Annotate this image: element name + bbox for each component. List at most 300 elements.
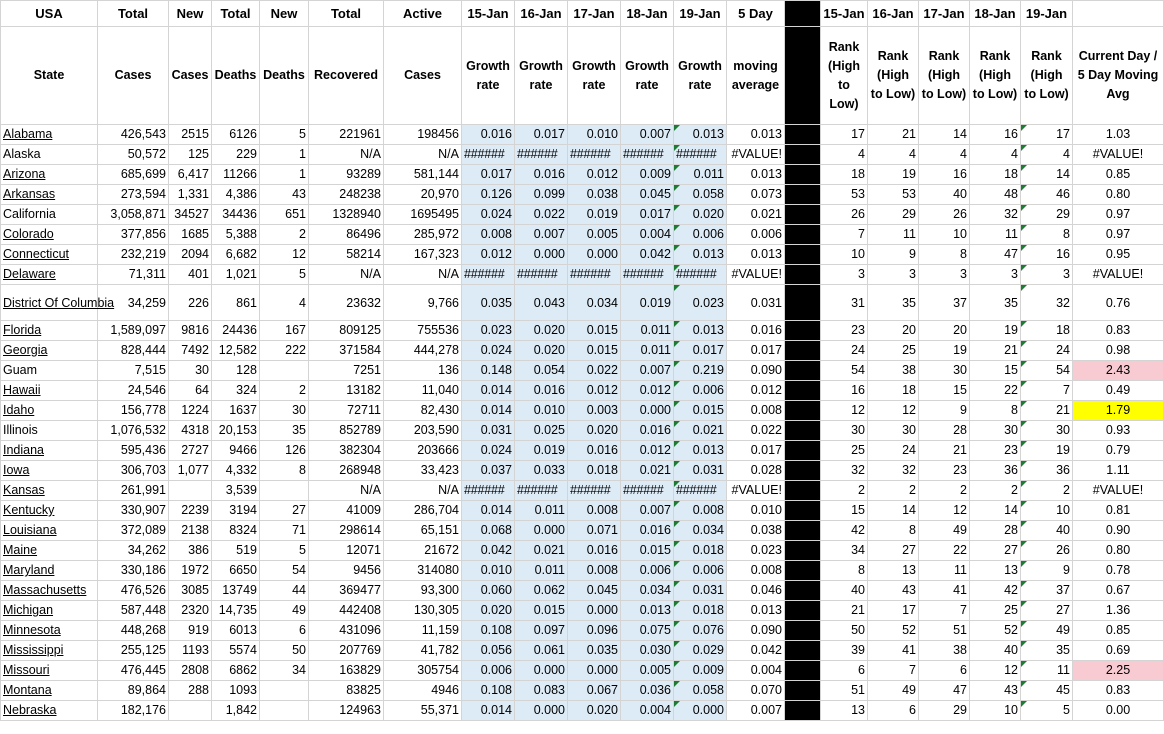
state-link[interactable]: Massachusetts [3,583,87,597]
growth-rate-cell[interactable]: 0.011 [515,561,568,581]
growth-rate-cell[interactable]: ###### [515,481,568,501]
day-vs-avg-cell[interactable]: 0.80 [1073,185,1164,205]
new-deaths-cell[interactable]: 54 [260,561,309,581]
growth-rate-cell[interactable]: ###### [462,481,515,501]
rank-cell[interactable]: 25 [868,341,919,361]
state-cell[interactable] [1,521,98,541]
recovered-cell[interactable]: 9456 [309,561,384,581]
new-cases-cell[interactable] [169,481,212,501]
recovered-cell[interactable]: 809125 [309,321,384,341]
growth-rate-cell[interactable]: 0.020 [515,321,568,341]
state-link[interactable]: Louisiana [3,523,57,537]
growth-rate-cell[interactable]: 0.015 [568,321,621,341]
growth-rate-cell[interactable]: 0.219 [674,361,727,381]
growth-rate-cell[interactable]: 0.006 [462,661,515,681]
day-vs-avg-cell[interactable]: 0.97 [1073,225,1164,245]
rank-cell[interactable]: 17 [821,125,868,145]
state-link[interactable]: District Of Columbia [3,295,115,310]
new-deaths-cell[interactable]: 5 [260,541,309,561]
header-cell[interactable] [1073,27,1164,125]
growth-rate-cell[interactable]: 0.033 [515,461,568,481]
new-cases-cell[interactable]: 1224 [169,401,212,421]
state-cell[interactable] [1,701,98,721]
rank-cell[interactable]: 16 [919,165,970,185]
growth-rate-cell[interactable]: 0.005 [621,661,674,681]
rank-cell[interactable]: 17 [868,601,919,621]
state-cell[interactable] [1,661,98,681]
new-deaths-cell[interactable]: 167 [260,321,309,341]
rank-cell[interactable]: 3 [821,265,868,285]
header-cell[interactable] [970,27,1021,125]
growth-rate-cell[interactable]: 0.008 [462,225,515,245]
rank-cell[interactable]: 47 [919,681,970,701]
rank-cell[interactable]: 21 [868,125,919,145]
new-cases-cell[interactable]: 64 [169,381,212,401]
recovered-cell[interactable]: 7251 [309,361,384,381]
growth-rate-cell[interactable]: 0.009 [621,165,674,185]
growth-rate-cell[interactable]: 0.058 [674,681,727,701]
state-link[interactable]: Arizona [3,167,46,181]
growth-rate-cell[interactable]: 0.007 [621,125,674,145]
active-cases-cell[interactable]: 20,970 [384,185,462,205]
new-deaths-cell[interactable]: 35 [260,421,309,441]
rank-cell[interactable]: 46 [1021,185,1073,205]
total-cases-cell[interactable]: 476,526 [98,581,169,601]
rank-cell[interactable]: 37 [1021,581,1073,601]
rank-cell[interactable]: 13 [868,561,919,581]
new-cases-cell[interactable]: 2094 [169,245,212,265]
rank-cell[interactable]: 7 [919,601,970,621]
recovered-cell[interactable]: 93289 [309,165,384,185]
total-cases-cell[interactable]: 330,907 [98,501,169,521]
growth-rate-cell[interactable]: 0.015 [621,541,674,561]
growth-rate-cell[interactable]: 0.006 [674,225,727,245]
day-vs-avg-cell[interactable]: #VALUE! [1073,265,1164,285]
new-deaths-cell[interactable]: 27 [260,501,309,521]
day-vs-avg-cell[interactable]: 0.85 [1073,165,1164,185]
rank-cell[interactable]: 24 [821,341,868,361]
state-cell[interactable] [1,125,98,145]
growth-rate-cell[interactable]: 0.009 [674,661,727,681]
new-deaths-cell[interactable]: 126 [260,441,309,461]
growth-rate-cell[interactable]: 0.096 [568,621,621,641]
rank-cell[interactable]: 12 [868,401,919,421]
new-cases-cell[interactable]: 30 [169,361,212,381]
header-cell[interactable] [868,27,919,125]
growth-rate-cell[interactable]: 0.014 [462,501,515,521]
rank-cell[interactable]: 38 [868,361,919,381]
day-vs-avg-cell[interactable]: 1.11 [1073,461,1164,481]
total-deaths-cell[interactable]: 1093 [212,681,260,701]
growth-rate-cell[interactable]: 0.008 [568,501,621,521]
rank-cell[interactable]: 21 [970,341,1021,361]
rank-cell[interactable]: 42 [970,581,1021,601]
state-link[interactable]: Connecticut [3,247,70,261]
day-vs-avg-cell[interactable]: 0.83 [1073,681,1164,701]
rank-cell[interactable]: 3 [1021,265,1073,285]
rank-cell[interactable]: 19 [970,321,1021,341]
rank-cell[interactable]: 17 [1021,125,1073,145]
rank-cell[interactable]: 40 [1021,521,1073,541]
header-cell[interactable]: New [169,1,212,27]
rank-cell[interactable]: 2 [1021,481,1073,501]
state-cell[interactable] [1,361,98,381]
total-deaths-cell[interactable]: 3194 [212,501,260,521]
growth-rate-cell[interactable]: 0.012 [462,245,515,265]
day-vs-avg-cell[interactable]: 0.83 [1073,321,1164,341]
rank-cell[interactable]: 19 [1021,441,1073,461]
growth-rate-cell[interactable]: 0.062 [515,581,568,601]
growth-rate-cell[interactable]: 0.010 [515,401,568,421]
growth-rate-cell[interactable]: 0.018 [568,461,621,481]
rank-cell[interactable]: 18 [1021,321,1073,341]
new-deaths-cell[interactable]: 71 [260,521,309,541]
rank-cell[interactable]: 20 [919,321,970,341]
header-cell[interactable] [821,27,868,125]
moving-average-cell[interactable]: 0.008 [727,401,785,421]
header-cell[interactable]: 16-Jan [868,1,919,27]
rank-cell[interactable]: 49 [868,681,919,701]
state-link[interactable]: Idaho [3,403,35,417]
recovered-cell[interactable]: 72711 [309,401,384,421]
moving-average-cell[interactable]: 0.090 [727,361,785,381]
rank-cell[interactable]: 43 [868,581,919,601]
rank-cell[interactable]: 8 [1021,225,1073,245]
total-cases-cell[interactable]: 255,125 [98,641,169,661]
moving-average-cell[interactable]: 0.013 [727,601,785,621]
moving-average-cell[interactable]: 0.013 [727,245,785,265]
rank-cell[interactable]: 49 [919,521,970,541]
growth-rate-cell[interactable]: 0.108 [462,621,515,641]
growth-rate-cell[interactable]: 0.015 [674,401,727,421]
growth-rate-cell[interactable]: 0.034 [674,521,727,541]
growth-rate-cell[interactable]: 0.056 [462,641,515,661]
header-cell[interactable] [384,27,462,125]
new-deaths-cell[interactable]: 2 [260,225,309,245]
growth-rate-cell[interactable]: 0.016 [568,441,621,461]
moving-average-cell[interactable]: 0.046 [727,581,785,601]
recovered-cell[interactable]: 852789 [309,421,384,441]
recovered-cell[interactable]: 124963 [309,701,384,721]
rank-cell[interactable]: 50 [821,621,868,641]
growth-rate-cell[interactable]: 0.034 [621,581,674,601]
growth-rate-cell[interactable]: 0.011 [621,321,674,341]
state-cell[interactable] [1,245,98,265]
recovered-cell[interactable]: 442408 [309,601,384,621]
growth-rate-cell[interactable]: 0.008 [568,561,621,581]
total-cases-cell[interactable]: 595,436 [98,441,169,461]
growth-rate-cell[interactable]: 0.099 [515,185,568,205]
total-cases-cell[interactable]: 1,076,532 [98,421,169,441]
growth-rate-cell[interactable]: 0.003 [568,401,621,421]
rank-cell[interactable]: 30 [868,421,919,441]
growth-rate-cell[interactable]: 0.043 [515,285,568,321]
growth-rate-cell[interactable]: 0.021 [621,461,674,481]
recovered-cell[interactable]: 41009 [309,501,384,521]
growth-rate-cell[interactable]: 0.004 [621,701,674,721]
growth-rate-cell[interactable]: 0.020 [462,601,515,621]
rank-cell[interactable]: 40 [970,641,1021,661]
rank-cell[interactable]: 37 [919,285,970,321]
moving-average-cell[interactable]: 0.038 [727,521,785,541]
growth-rate-cell[interactable]: 0.016 [621,521,674,541]
state-link[interactable]: Missouri [3,663,50,677]
rank-cell[interactable]: 2 [919,481,970,501]
recovered-cell[interactable]: 431096 [309,621,384,641]
growth-rate-cell[interactable]: 0.019 [621,285,674,321]
moving-average-cell[interactable]: 0.023 [727,541,785,561]
rank-cell[interactable]: 12 [821,401,868,421]
day-vs-avg-cell[interactable]: 1.36 [1073,601,1164,621]
total-deaths-cell[interactable]: 8324 [212,521,260,541]
state-cell[interactable] [1,225,98,245]
growth-rate-cell[interactable]: 0.000 [568,601,621,621]
growth-rate-cell[interactable]: ###### [568,145,621,165]
day-vs-avg-cell[interactable]: 0.80 [1073,541,1164,561]
day-vs-avg-cell[interactable]: 0.93 [1073,421,1164,441]
new-deaths-cell[interactable]: 50 [260,641,309,661]
recovered-cell[interactable]: 207769 [309,641,384,661]
rank-cell[interactable]: 8 [970,401,1021,421]
growth-rate-cell[interactable]: 0.068 [462,521,515,541]
header-cell[interactable]: Active [384,1,462,27]
active-cases-cell[interactable]: 11,040 [384,381,462,401]
new-cases-cell[interactable]: 2239 [169,501,212,521]
growth-rate-cell[interactable]: 0.012 [621,381,674,401]
total-deaths-cell[interactable]: 6126 [212,125,260,145]
growth-rate-cell[interactable]: 0.034 [568,285,621,321]
active-cases-cell[interactable]: 130,305 [384,601,462,621]
total-cases-cell[interactable]: 3,058,871 [98,205,169,225]
total-deaths-cell[interactable]: 861 [212,285,260,321]
header-cell[interactable]: Total [309,1,384,27]
rank-cell[interactable]: 36 [970,461,1021,481]
rank-cell[interactable]: 52 [868,621,919,641]
new-deaths-cell[interactable]: 44 [260,581,309,601]
moving-average-cell[interactable]: 0.016 [727,321,785,341]
growth-rate-cell[interactable]: 0.030 [621,641,674,661]
header-cell[interactable]: Total [98,1,169,27]
total-cases-cell[interactable]: 89,864 [98,681,169,701]
new-deaths-cell[interactable]: 222 [260,341,309,361]
rank-cell[interactable]: 8 [821,561,868,581]
total-deaths-cell[interactable]: 6650 [212,561,260,581]
growth-rate-cell[interactable]: 0.010 [568,125,621,145]
growth-rate-cell[interactable]: 0.016 [515,381,568,401]
header-cell[interactable] [462,27,515,125]
rank-cell[interactable]: 10 [970,701,1021,721]
rank-cell[interactable]: 7 [821,225,868,245]
rank-cell[interactable]: 39 [821,641,868,661]
recovered-cell[interactable]: 369477 [309,581,384,601]
rank-cell[interactable]: 35 [1021,641,1073,661]
new-cases-cell[interactable]: 34527 [169,205,212,225]
growth-rate-cell[interactable]: 0.013 [674,245,727,265]
rank-cell[interactable]: 25 [821,441,868,461]
rank-cell[interactable]: 13 [970,561,1021,581]
rank-cell[interactable]: 2 [970,481,1021,501]
rank-cell[interactable]: 15 [821,501,868,521]
active-cases-cell[interactable]: 4946 [384,681,462,701]
total-deaths-cell[interactable]: 229 [212,145,260,165]
header-cell[interactable]: 15-Jan [821,1,868,27]
growth-rate-cell[interactable]: 0.012 [568,165,621,185]
new-deaths-cell[interactable]: 49 [260,601,309,621]
rank-cell[interactable]: 8 [919,245,970,265]
total-cases-cell[interactable]: 261,991 [98,481,169,501]
total-deaths-cell[interactable]: 14,735 [212,601,260,621]
total-deaths-cell[interactable]: 4,332 [212,461,260,481]
growth-rate-cell[interactable]: 0.017 [515,125,568,145]
header-cell[interactable] [98,27,169,125]
state-cell[interactable] [1,165,98,185]
day-vs-avg-cell[interactable]: 0.49 [1073,381,1164,401]
rank-cell[interactable]: 26 [821,205,868,225]
rank-cell[interactable]: 6 [919,661,970,681]
recovered-cell[interactable]: 382304 [309,441,384,461]
total-deaths-cell[interactable]: 9466 [212,441,260,461]
total-deaths-cell[interactable]: 6,682 [212,245,260,265]
state-cell[interactable] [1,481,98,501]
growth-rate-cell[interactable]: ###### [515,265,568,285]
state-cell[interactable] [1,341,98,361]
rank-cell[interactable]: 27 [1021,601,1073,621]
rank-cell[interactable]: 5 [1021,701,1073,721]
new-deaths-cell[interactable]: 1 [260,165,309,185]
rank-cell[interactable]: 27 [868,541,919,561]
active-cases-cell[interactable]: 198456 [384,125,462,145]
header-cell[interactable] [1021,27,1073,125]
recovered-cell[interactable]: 83825 [309,681,384,701]
new-deaths-cell[interactable]: 2 [260,381,309,401]
state-link[interactable]: Mississippi [3,643,64,657]
moving-average-cell[interactable]: 0.012 [727,381,785,401]
state-cell[interactable] [1,205,98,225]
growth-rate-cell[interactable]: 0.006 [674,381,727,401]
header-cell[interactable]: 17-Jan [568,1,621,27]
growth-rate-cell[interactable]: 0.013 [674,125,727,145]
total-deaths-cell[interactable]: 3,539 [212,481,260,501]
growth-rate-cell[interactable]: 0.060 [462,581,515,601]
rank-cell[interactable]: 45 [1021,681,1073,701]
state-cell[interactable] [1,145,98,165]
growth-rate-cell[interactable]: 0.017 [621,205,674,225]
moving-average-cell[interactable]: 0.010 [727,501,785,521]
rank-cell[interactable]: 36 [1021,461,1073,481]
growth-rate-cell[interactable]: 0.016 [462,125,515,145]
new-cases-cell[interactable]: 401 [169,265,212,285]
state-link[interactable]: Georgia [3,343,48,357]
growth-rate-cell[interactable]: 0.042 [462,541,515,561]
active-cases-cell[interactable]: 305754 [384,661,462,681]
rank-cell[interactable]: 8 [868,521,919,541]
rank-cell[interactable]: 21 [1021,401,1073,421]
new-deaths-cell[interactable]: 30 [260,401,309,421]
rank-cell[interactable]: 35 [970,285,1021,321]
state-cell[interactable] [1,401,98,421]
moving-average-cell[interactable]: 0.017 [727,341,785,361]
growth-rate-cell[interactable]: 0.108 [462,681,515,701]
state-cell[interactable] [1,421,98,441]
rank-cell[interactable]: 3 [868,265,919,285]
growth-rate-cell[interactable]: 0.019 [568,205,621,225]
total-cases-cell[interactable]: 156,778 [98,401,169,421]
rank-cell[interactable]: 11 [970,225,1021,245]
header-cell[interactable]: Total [212,1,260,27]
growth-rate-cell[interactable]: 0.061 [515,641,568,661]
rank-cell[interactable]: 32 [821,461,868,481]
day-vs-avg-cell[interactable]: 0.85 [1073,621,1164,641]
header-cell[interactable] [309,27,384,125]
total-cases-cell[interactable]: 273,594 [98,185,169,205]
state-cell[interactable] [1,621,98,641]
growth-rate-cell[interactable]: 0.020 [515,341,568,361]
growth-rate-cell[interactable]: 0.076 [674,621,727,641]
rank-cell[interactable]: 4 [919,145,970,165]
rank-cell[interactable]: 30 [821,421,868,441]
rank-cell[interactable]: 7 [868,661,919,681]
growth-rate-cell[interactable]: 0.020 [568,421,621,441]
state-cell[interactable] [1,381,98,401]
total-cases-cell[interactable]: 24,546 [98,381,169,401]
total-deaths-cell[interactable]: 1637 [212,401,260,421]
header-cell[interactable] [260,27,309,125]
growth-rate-cell[interactable]: 0.007 [621,361,674,381]
growth-rate-cell[interactable]: 0.058 [674,185,727,205]
new-deaths-cell[interactable]: 8 [260,461,309,481]
rank-cell[interactable]: 43 [970,681,1021,701]
day-vs-avg-cell[interactable]: 0.67 [1073,581,1164,601]
rank-cell[interactable]: 18 [821,165,868,185]
moving-average-cell[interactable]: #VALUE! [727,481,785,501]
rank-cell[interactable]: 22 [919,541,970,561]
growth-rate-cell[interactable]: 0.024 [462,205,515,225]
state-link[interactable]: Alabama [3,127,53,141]
header-cell[interactable] [727,27,785,125]
state-link[interactable]: Kansas [3,483,45,497]
growth-rate-cell[interactable]: 0.012 [568,381,621,401]
rank-cell[interactable]: 15 [970,361,1021,381]
growth-rate-cell[interactable]: 0.015 [515,601,568,621]
new-cases-cell[interactable]: 1,331 [169,185,212,205]
state-cell[interactable] [1,285,115,321]
new-deaths-cell[interactable] [260,681,309,701]
header-cell[interactable]: 18-Jan [970,1,1021,27]
total-cases-cell[interactable]: 377,856 [98,225,169,245]
new-deaths-cell[interactable]: 5 [260,125,309,145]
new-deaths-cell[interactable]: 5 [260,265,309,285]
header-cell[interactable]: 17-Jan [919,1,970,27]
rank-cell[interactable]: 29 [919,701,970,721]
growth-rate-cell[interactable]: ###### [462,265,515,285]
new-cases-cell[interactable] [169,701,212,721]
growth-rate-cell[interactable]: 0.020 [674,205,727,225]
total-deaths-cell[interactable]: 5574 [212,641,260,661]
new-cases-cell[interactable]: 2515 [169,125,212,145]
total-deaths-cell[interactable]: 13749 [212,581,260,601]
rank-cell[interactable]: 2 [868,481,919,501]
rank-cell[interactable]: 3 [970,265,1021,285]
total-deaths-cell[interactable]: 20,153 [212,421,260,441]
header-cell[interactable] [568,27,621,125]
new-deaths-cell[interactable]: 651 [260,205,309,225]
active-cases-cell[interactable]: 65,151 [384,521,462,541]
total-deaths-cell[interactable]: 5,388 [212,225,260,245]
growth-rate-cell[interactable]: 0.004 [621,225,674,245]
growth-rate-cell[interactable]: 0.029 [674,641,727,661]
growth-rate-cell[interactable]: 0.000 [515,245,568,265]
total-deaths-cell[interactable]: 324 [212,381,260,401]
